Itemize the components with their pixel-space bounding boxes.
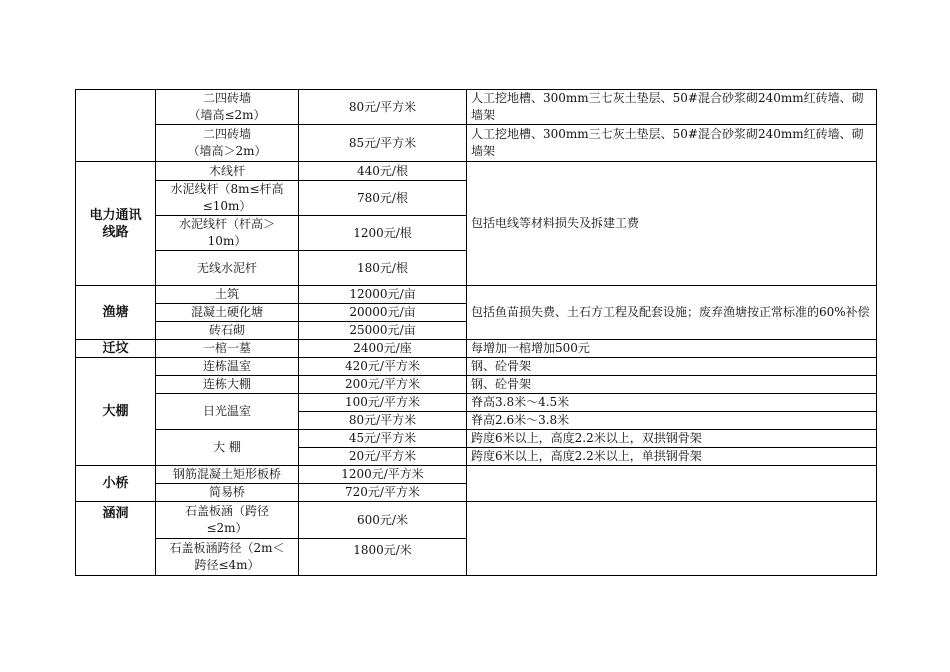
price-cell: 720元/平方米 xyxy=(299,484,467,502)
item-cell: 石盖板涵（跨径 ≤2m） xyxy=(156,502,299,539)
price-cell: 420元/平方米 xyxy=(299,358,467,376)
price-cell: 180元/根 xyxy=(299,251,467,286)
table-row xyxy=(76,90,877,125)
price-cell: 1200元/根 xyxy=(299,216,467,251)
desc-cell: 人工挖地槽、300mm三七灰土垫层、50#混合砂浆砌240mm红砖墙、砌墙架 xyxy=(467,125,877,162)
desc-cell: 人工挖地槽、300mm三七灰土垫层、50#混合砂浆砌240mm红砖墙、砌墙架 xyxy=(467,90,877,125)
category-cell: 涵洞 xyxy=(76,502,156,576)
item-cell: 木线杆 xyxy=(156,162,299,181)
price-cell: 2400元/座 xyxy=(299,340,467,358)
price-cell: 45元/平方米 xyxy=(299,430,467,448)
price-cell: 1800元/米 xyxy=(299,539,467,576)
item-cell: 石盖板涵跨径（2m＜ 跨径≤4m） xyxy=(156,539,299,576)
table-row xyxy=(76,394,877,412)
desc-cell: 包括鱼苗损失费、土石方工程及配套设施；废弃渔塘按正常标准的60%补偿 xyxy=(467,286,877,340)
item-cell: 水泥线杆（8m≤杆高 ≤10m） xyxy=(156,181,299,216)
price-cell: 80元/平方米 xyxy=(299,412,467,430)
item-cell: 日光温室 xyxy=(156,394,299,430)
desc-cell-empty xyxy=(467,466,877,502)
item-cell: 无线水泥杆 xyxy=(156,251,299,286)
table-row xyxy=(76,358,877,376)
desc-cell: 脊高2.6米～3.8米 xyxy=(467,412,877,430)
desc-cell: 钢、砼骨架 xyxy=(467,358,877,376)
category-cell: 迁坟 xyxy=(76,340,156,358)
price-cell: 20元/平方米 xyxy=(299,448,467,466)
price-cell: 1200元/平方米 xyxy=(299,466,467,484)
category-cell: 小桥 xyxy=(76,466,156,502)
price-cell: 25000元/亩 xyxy=(299,322,467,340)
item-cell: 钢筋混凝土矩形板桥 xyxy=(156,466,299,484)
price-cell: 85元/平方米 xyxy=(299,125,467,162)
table-row xyxy=(76,376,877,394)
price-cell: 440元/根 xyxy=(299,162,467,181)
category-cell-empty xyxy=(76,90,156,162)
compensation-standards-table xyxy=(75,89,877,576)
desc-cell: 跨度6米以上，高度2.2米以上，单拱钢骨架 xyxy=(467,448,877,466)
item-cell: 一棺一墓 xyxy=(156,340,299,358)
desc-cell: 每增加一棺增加500元 xyxy=(467,340,877,358)
table-row xyxy=(76,162,877,181)
table-row xyxy=(76,502,877,539)
category-cell: 渔塘 xyxy=(76,286,156,340)
price-cell: 20000元/亩 xyxy=(299,304,467,322)
table-row xyxy=(76,466,877,484)
table-row xyxy=(76,286,877,304)
item-cell: 水泥线杆（杆高＞ 10m） xyxy=(156,216,299,251)
price-cell: 100元/平方米 xyxy=(299,394,467,412)
price-cell: 12000元/亩 xyxy=(299,286,467,304)
item-cell: 连栋大棚 xyxy=(156,376,299,394)
desc-cell: 钢、砼骨架 xyxy=(467,376,877,394)
item-cell: 土筑 xyxy=(156,286,299,304)
price-cell: 780元/根 xyxy=(299,181,467,216)
item-cell: 砖石砌 xyxy=(156,322,299,340)
item-cell: 大 棚 xyxy=(156,430,299,466)
desc-cell: 跨度6米以上，高度2.2米以上，双拱钢骨架 xyxy=(467,430,877,448)
desc-cell-empty xyxy=(467,502,877,576)
category-cell: 大棚 xyxy=(76,358,156,466)
price-cell: 200元/平方米 xyxy=(299,376,467,394)
item-cell: 简易桥 xyxy=(156,484,299,502)
desc-cell: 包括电线等材料损失及拆建工费 xyxy=(467,162,877,286)
item-cell: 混凝土硬化塘 xyxy=(156,304,299,322)
table-row xyxy=(76,125,877,162)
item-cell: 连栋温室 xyxy=(156,358,299,376)
price-cell: 80元/平方米 xyxy=(299,90,467,125)
table-row xyxy=(76,340,877,358)
price-cell: 600元/米 xyxy=(299,502,467,539)
category-cell: 电力通讯 线路 xyxy=(76,162,156,286)
table-row xyxy=(76,430,877,448)
item-cell: 二四砖墙 （墙高＞2m） xyxy=(156,125,299,162)
item-cell: 二四砖墙 （墙高≤2m） xyxy=(156,90,299,125)
desc-cell: 脊高3.8米～4.5米 xyxy=(467,394,877,412)
